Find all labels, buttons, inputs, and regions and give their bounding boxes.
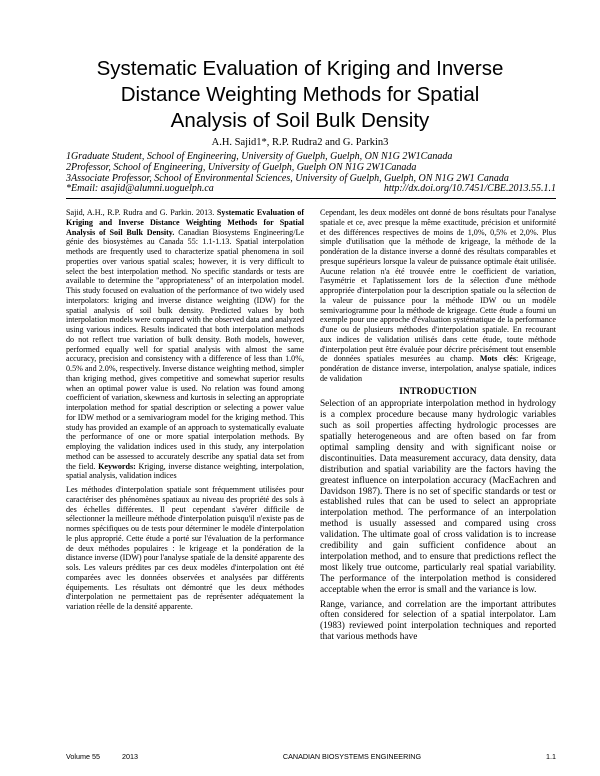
page-footer [66, 752, 556, 761]
title-line: Systematic Evaluation of Kriging and Inverse [96, 57, 504, 80]
abstract-journal: Canadian Biosystems Engineering/Le génie des biosystèmes au Canada 55: 1.1-1.13. [66, 227, 304, 247]
footer-page-number: 1.1 [546, 752, 556, 761]
mots-cles-label: Mots clés [479, 354, 516, 364]
contact-row [66, 184, 556, 195]
header-divider [66, 198, 556, 199]
keywords: Kriging, inverse distance weighting, interpolation, spatial analysis, validation indices [66, 461, 304, 481]
author-list: A.H. Sajid1*, R.P. Rudra2 and G. Parkin3 [211, 137, 389, 148]
abstract-citation: Sajid, A.H., R.P. Rudra and G. Parkin. 2013. [66, 208, 215, 217]
right-column [320, 208, 556, 647]
keywords-label: Keywords: [98, 461, 136, 471]
abstract-body: Spatial interpolation methods are frequently used to characterize spatial phenomena in soil properties over various spatial scales; however, it is very difficult to select the best interpolation method. No specific standards or tests are available to determine the "appropriateness" of an interpolation model. This study focused on evaluation of the performance of two widely used interpolators: kriging and inverse distance weighting (IDW) for the spatial analysis of soil bulk density. Predicted values by both interpolation models were compared with the observed data and analyzed using various indices. Results indicated that both interpolation methods do not reflect true variation of bulk density. Both models, however, performed equally well for spatial analysis with almost the same accuracy, precision and consistency with a difference of less than 1.0%, 0.5% and 2.0%, respectively. Inverse distance weighting method, simpler than kriging method, gives competitive and somewhat superior results when an optimal power value is used. No relation was found among coefficient of variation, skewness and kurtosis in selecting an appropriate interpolation method for spatial description or selecting a power value for IDW method or a semivariogram model for the kriging method. This study has provided an example of an approach to systematically evaluate the performance of one or more spatial interpolation methods. By employing the validation indices used in this study, any interpolation method can be assessed to accurately describe any spatial data set from the field. [66, 237, 305, 471]
resume-part-2 [320, 208, 556, 384]
title-line: Analysis of Soil Bulk Density [170, 109, 430, 132]
author-email[interactable]: *Email: asajid@alumni.uoguelph.ca [66, 183, 214, 195]
footer-journal: CANADIAN BIOSYSTEMS ENGINEERING [282, 752, 422, 761]
intro-paragraph: Range, variance, and correlation are the important attributes often considered for selection of a spatial interpolator. Lam (1983) reviewed point interpolation techniques and reported that various methods have [320, 599, 556, 643]
intro-paragraph: Selection of an appropriate interpolation method in hydrology is a complex procedure because many hydrologic variables such as soil properties affecting hydrologic processes are spatially heterogeneous and are often based on far from optimal sampling density and with significant noise or discontinuities. Data measurement accuracy, data density, data distribution and spatial variability are the factors having the greatest influence on interpolation accuracy (MacEachren and Davidson 1987). There is no set of specific standards or test or established rules that can be used to select an appropriate interpolation method. The performance of an interpolation method is usually assessed and compared using cross validation. The ultimate goal of cross validation is to increase credibility and gain sufficient confidence about an interpolation method, and to ensure that predictions reflect the most likely true outcome, particularly real spatial variability. The performance of the interpolation method is considered acceptable when the error is small and the variance is low. [320, 399, 556, 595]
doi-link[interactable]: http://dx.doi.org/10.7451/CBE.2013.55.1.1 [383, 183, 556, 195]
footer-volume: Volume 55 [66, 752, 100, 761]
resume-text: Cependant, les deux modèles ont donné de bons résultats pour l'analyse spatiale et ce, avec presque la même exactitude, précision et uniformité et des différences respectives de moins de 1,0%, 0,5% et 2,0%. Plus simple d'utilisation que la méthode de krigeage, la méthode de la pondération de la distance inverse a donné des résultats comparables et presque supérieurs lorsque la valeur de puissance optimale était utilisée. Aucune relation n'a été trouvée entre le coefficient de variation, l'asymétrie et l'aplatissement lors de la sélection d'une méthode appropriée d'interpolation pour la description spatiale ou la sélection de la valeur de puissance pour la méthode IDW ou un modèle semivariogramme pour la méthode de krigeage. Cette étude a fourni un exemple pour une approche d'évaluation systématique de la performance d'une ou de plusieurs méthodes d'interpolation spatiale. En recourant aux indices de validation utilisés dans cette étude, toute méthode d'interpolation peut être évaluée pour décrire précisément tout ensemble de données spatiales mesurées au champ. [320, 208, 556, 364]
paper-title [0, 56, 600, 134]
abstract-title: Systematic Evaluation of Kriging and Inverse Distance Weighting Methods for Spatial Analysis of Soil Bulk Density. [66, 208, 305, 237]
affiliation: 1Graduate Student, School of Engineering, University of Guelph, Guelph, ON N1G 2W1Canada [66, 151, 453, 162]
footer-year: 2013 [121, 752, 138, 761]
affiliations [66, 152, 556, 195]
left-column [66, 208, 304, 616]
footer-left [66, 752, 158, 761]
affiliation: 2Professor, School of Engineering, University of Guelph, Guelph ON N1G 2W1Canada [66, 161, 417, 173]
resume-part-1: Les méthodes d'interpolation spatiale sont fréquemment utilisées pour caractériser des phénomènes spatiaux au niveau des propriété des sols à des échelles différentes. Il peut cependant s'avérer difficile de sélectionner la meilleure méthode d'interpolation puisqu'il n'existe pas de normes spécifiques ou de tests pour déterminer le modèle d'interpolation le plus approprié. Cette étude a porté sur l'évaluation de la performance de deux méthodes populaires : le krigeage et la pondération de la distance inverse (IDW) pour l'analyse spatiale de la densité apparente des sols. Les valeurs prédites par ces deux modèles d'interpolation ont été comparées avec les données observées et analysées par différents équipements. Les résultats ont démontré que les deux méthodes d'interpolation ne permettaient pas de représenter adéquatement la variation réelle de la densité apparente. [66, 485, 304, 611]
affiliation: 3Associate Professor, School of Environmental Sciences, University of Guelph, Guelph, ON N1G 2W1 Canada [66, 172, 509, 184]
abstract [66, 208, 304, 481]
section-heading-introduction: INTRODUCTION [399, 386, 477, 397]
mots-cles: : Krigeage, pondération de distance inverse, interpolation, analyse spatiale, indices de validation [320, 354, 557, 383]
title-line: Distance Weighting Methods for Spatial [120, 83, 480, 106]
